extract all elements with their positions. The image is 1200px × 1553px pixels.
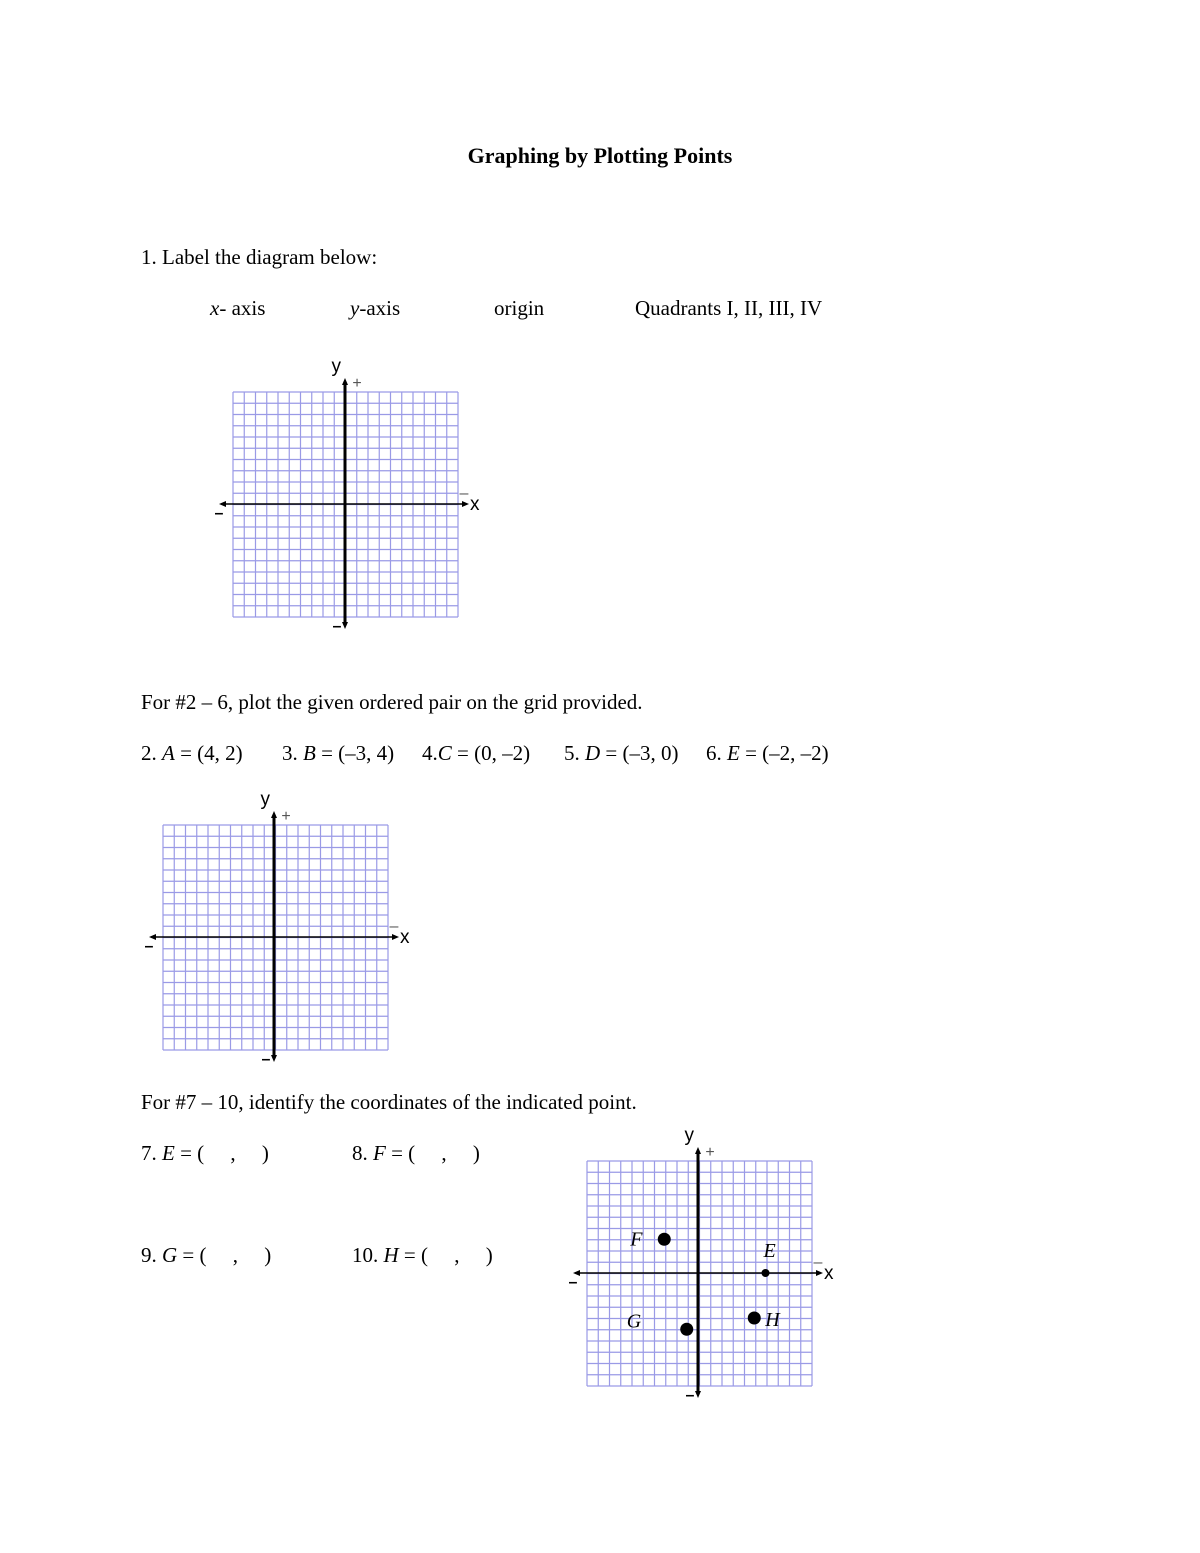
x-axis-label: x [824,1263,834,1284]
x-axis-positive-sign: – [389,918,399,935]
question-1-prompt: 1. Label the diagram below: [141,245,378,269]
point-label-h: H [765,1309,780,1331]
y-axis-label: y [331,356,341,377]
ordered-pair-E: 6. E = (–2, –2) [706,741,829,765]
y-axis-label: y [260,789,270,810]
label-quadrants: Quadrants I, II, III, IV [635,296,823,320]
y-axis-negative-sign: – [261,1051,271,1068]
ordered-pair-D: 5. D = (–3, 0) [564,741,679,765]
question-7: 7. E = ( , ) [141,1141,269,1165]
point-e [762,1269,770,1277]
x-axis-negative-sign: – [144,938,154,955]
label-origin: origin [494,296,545,320]
y-axis-arrow-down-icon [695,1391,701,1398]
question-10: 10. H = ( , ) [352,1243,493,1267]
point-label-g: G [626,1310,642,1333]
x-axis-positive-sign: – [813,1254,823,1271]
point-label-e: E [763,1240,776,1262]
y-axis-positive-sign: + [705,1144,715,1161]
questions-2-6-prompt: For #2 – 6, plot the given ordered pair on the grid provided. [141,690,643,714]
questions-7-10-prompt: For #7 – 10, identify the coordinates of the indicated point. [141,1090,637,1114]
question-8: 8. F = ( , ) [352,1141,480,1165]
x-axis-negative-sign: – [214,505,224,522]
point-g [680,1323,693,1336]
point-h [748,1312,761,1325]
ordered-pair-B: 3. B = (–3, 4) [282,741,395,765]
point-f [658,1233,671,1246]
page-title: Graphing by Plotting Points [467,143,733,168]
x-axis-label: x [400,927,410,948]
x-axis-negative-sign: – [568,1274,578,1291]
ordered-pair-C: 4.C = (0, –2) [422,741,531,765]
x-axis-positive-sign: – [459,485,469,502]
ordered-pair-A: 2. A = (4, 2) [141,741,243,765]
y-axis-arrow-up-icon [695,1147,701,1154]
point-label-f: F [630,1228,643,1251]
y-axis-negative-sign: – [685,1387,695,1404]
label-x-axis: x- axis [210,296,266,320]
y-axis-positive-sign: + [281,808,291,825]
label-y-axis: y-axis [350,296,401,320]
y-axis-positive-sign: + [352,375,362,392]
x-axis-label: x [470,494,480,515]
question-9: 9. G = ( , ) [141,1243,272,1267]
y-axis-label: y [684,1125,694,1146]
y-axis-negative-sign: – [332,618,342,635]
